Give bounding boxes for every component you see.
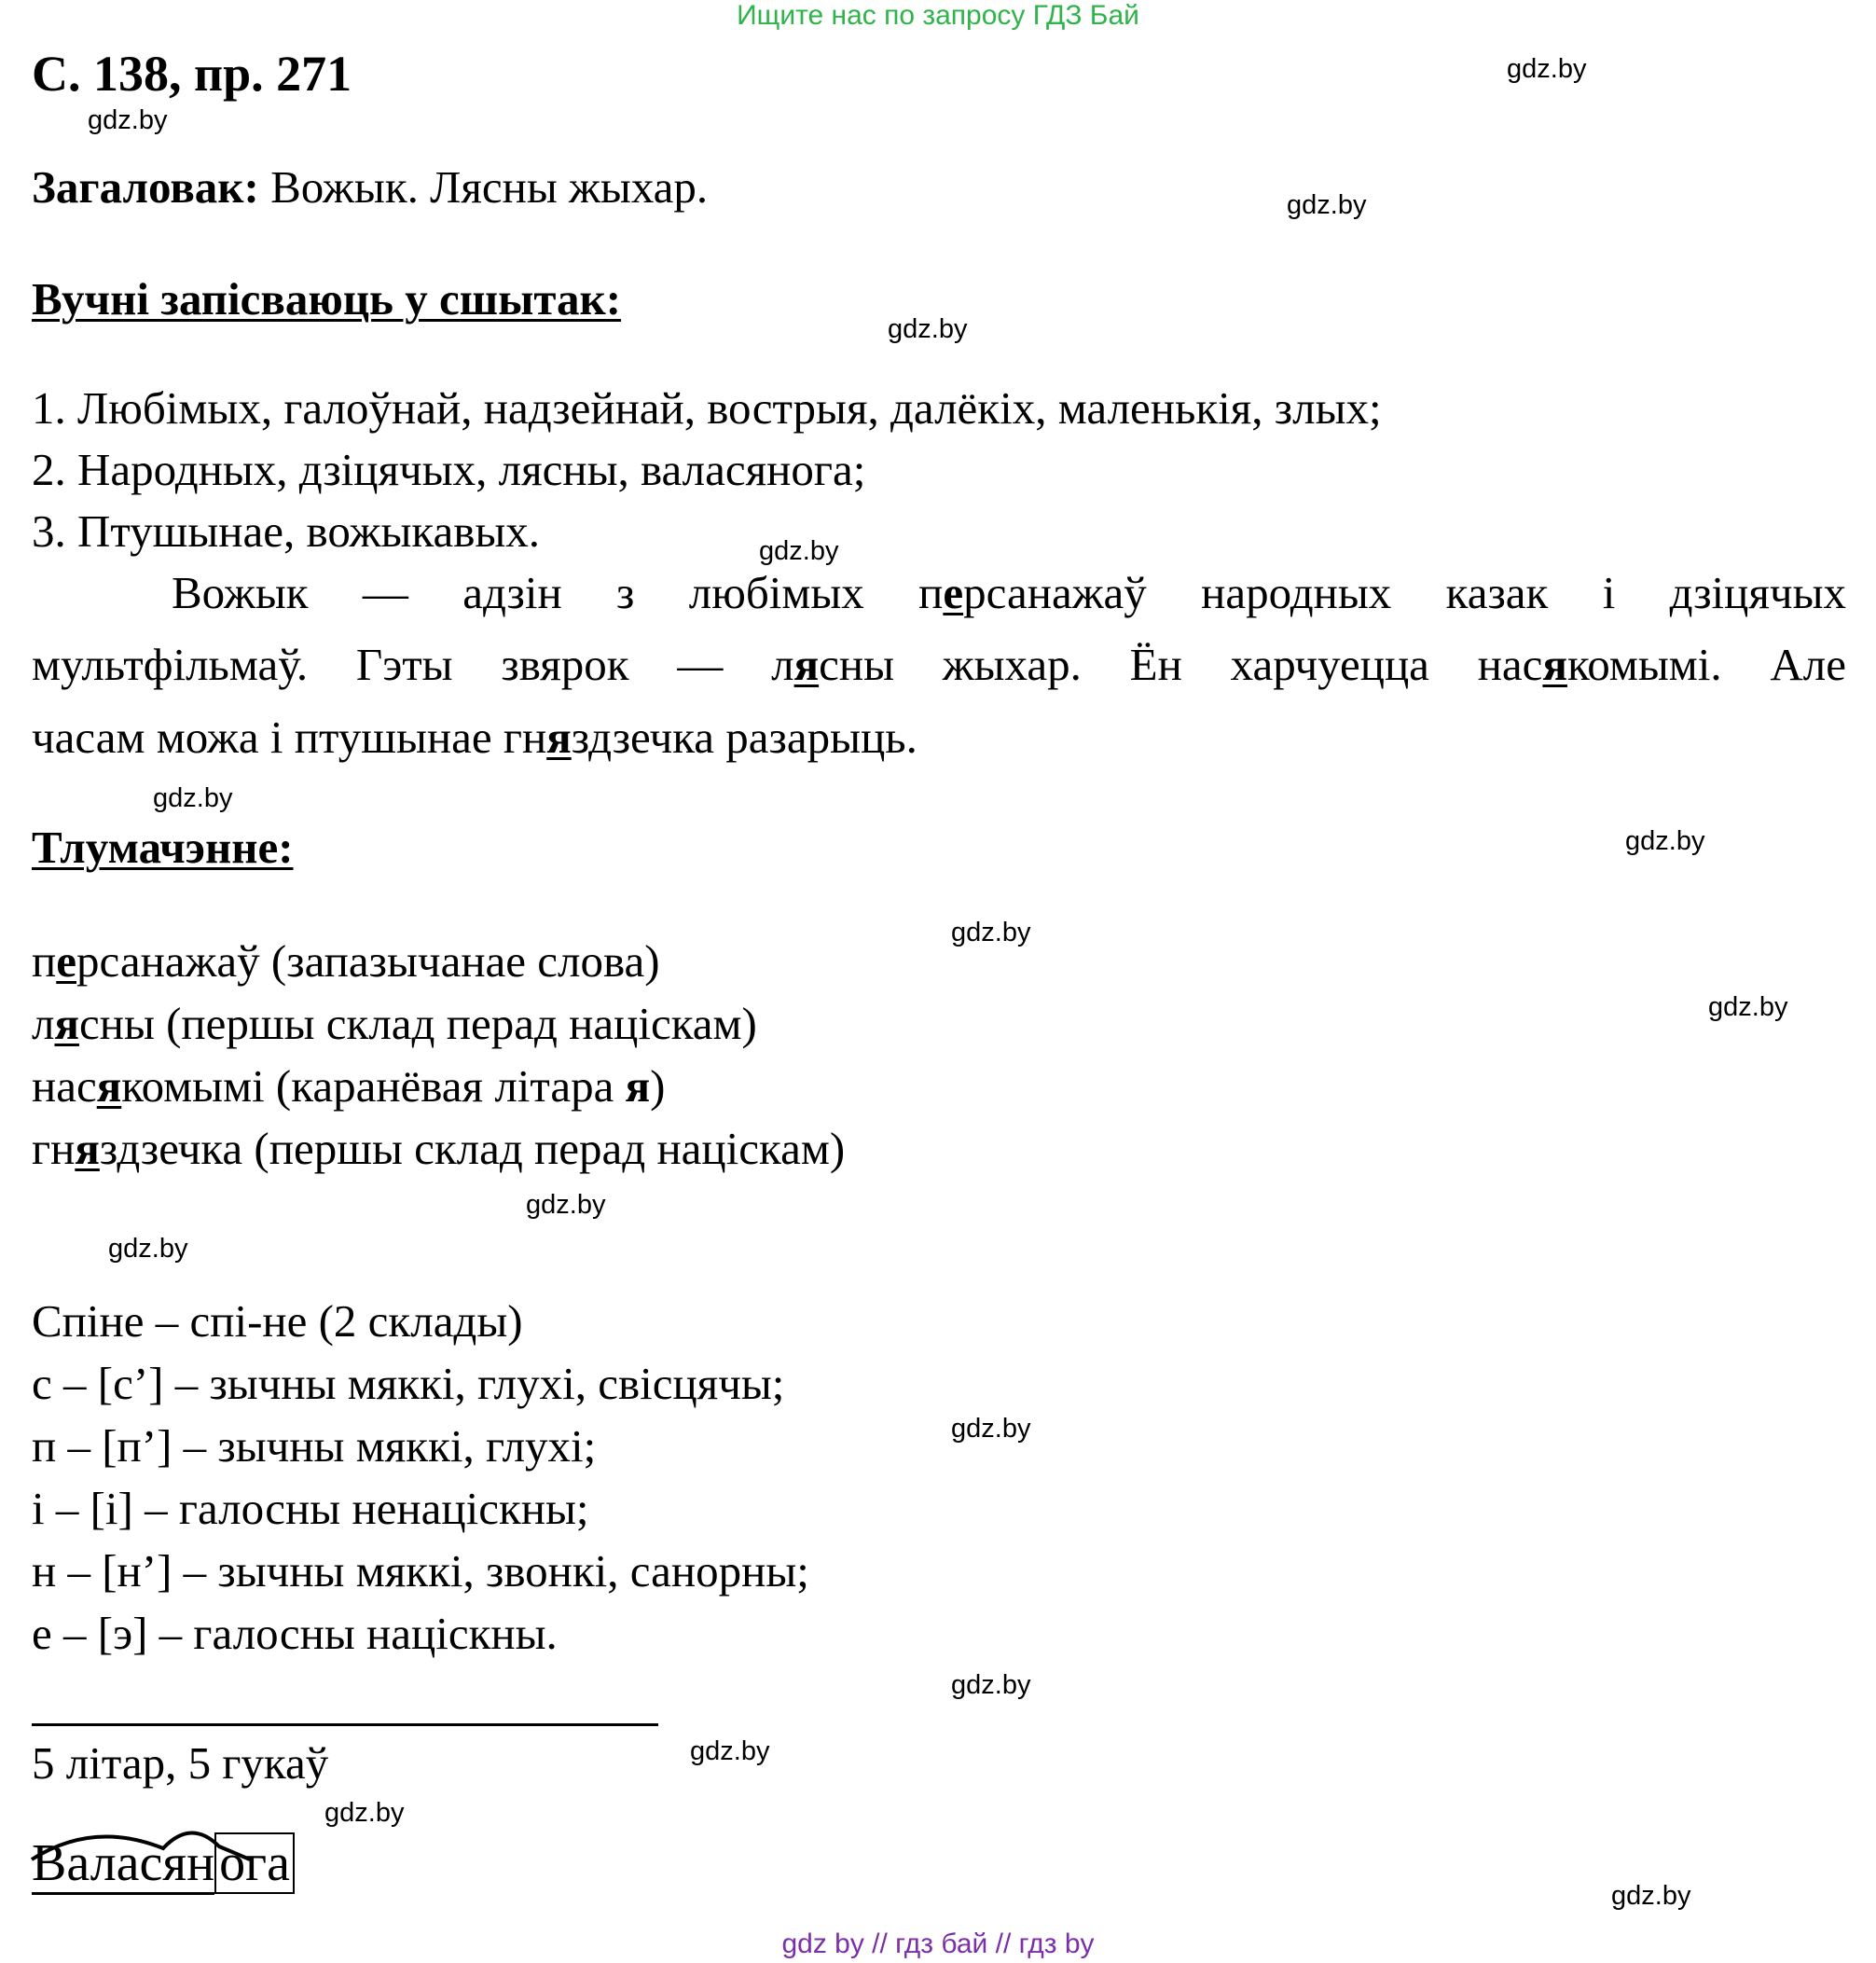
letters-sounds-summary: 5 літар, 5 гукаў	[32, 1737, 329, 1789]
title-label: Загаловак:	[32, 161, 259, 213]
explanation-item: лясны (першы склад перад націскам)	[32, 998, 757, 1049]
watermark: gdz.by	[759, 536, 839, 566]
phonetic-line: Спіне – спі-не (2 склады)	[32, 1295, 523, 1347]
word-ending: ога	[214, 1832, 295, 1894]
highlight-letter: я	[75, 1123, 100, 1174]
explanation-item: насякомымі (каранёвая літара я)	[32, 1060, 666, 1112]
title-line	[32, 160, 708, 214]
top-banner: Ищите нас по запросу ГДЗ Бай	[737, 0, 1139, 31]
list-item: 3. Птушынае, вожыкавых.	[32, 505, 541, 557]
explanation-item: гняздзечка (першы склад перад націскам)	[32, 1123, 846, 1174]
highlight-letter: я	[546, 712, 572, 763]
watermark: gdz.by	[88, 105, 168, 135]
watermark: gdz.by	[951, 1670, 1031, 1700]
phonetic-line: п – [п’] – зычны мяккі, глухі;	[32, 1420, 597, 1472]
highlight-letter: е	[56, 935, 76, 987]
highlight-letter: я	[96, 1060, 122, 1112]
notebook-heading: Вучні запісваюць у сшытак:	[32, 273, 622, 325]
watermark: gdz.by	[1507, 54, 1587, 84]
list-item: 2. Народных, дзіцячых, лясны, валасянога;	[32, 444, 866, 495]
explanation-item: персанажаў (запазычанае слова)	[32, 935, 660, 987]
watermark: gdz.by	[324, 1798, 405, 1828]
watermark: gdz.by	[1287, 190, 1367, 220]
highlight-letter: я	[793, 639, 820, 690]
bold-letter: я	[625, 1060, 651, 1112]
phonetic-line: н – [н’] – зычны мяккі, звонкі, санорны;	[32, 1545, 809, 1597]
paragraph-line-1: Вожык — адзін з любімых персанажаў народных казак і дзіцячых	[172, 567, 1846, 618]
word-stem: Валасян	[32, 1834, 214, 1895]
divider	[32, 1723, 658, 1726]
paragraph-line-3: часам можа і птушынае гняздзечка разарыць.	[32, 712, 917, 763]
highlight-letter: е	[943, 567, 964, 618]
list-item: 1. Любімых, галоўнай, надзейнай, вострыя, далёкіх, маленькія, злых;	[32, 382, 1382, 434]
watermark: gdz.by	[888, 314, 968, 344]
watermark: gdz.by	[1708, 992, 1788, 1022]
word-analysis	[32, 1833, 295, 1893]
watermark: gdz.by	[153, 783, 233, 813]
phonetic-line: с – [с’] – зычны мяккі, глухі, свісцячы;	[32, 1358, 785, 1409]
highlight-letter: я	[54, 998, 79, 1049]
highlight-letter: я	[1542, 639, 1567, 690]
explanation-heading: Тлумачэнне:	[32, 822, 294, 873]
watermark: gdz.by	[1611, 1881, 1691, 1911]
phonetic-line: е – [э] – галосны націскны.	[32, 1608, 558, 1659]
paragraph-line-2: мультфільмаў. Гэты звярок — лясны жыхар. Ён харчуецца насякомымі. Але	[32, 639, 1847, 690]
watermark: gdz.by	[108, 1234, 188, 1264]
footer-links: gdz by // гдз бай // гдз by	[781, 1928, 1095, 1959]
watermark: gdz.by	[951, 918, 1031, 947]
phonetic-line: і – [і] – галосны ненаціскны;	[32, 1483, 589, 1534]
watermark: gdz.by	[951, 1414, 1031, 1444]
watermark: gdz.by	[526, 1190, 606, 1220]
page-reference: С. 138, пр. 271	[32, 46, 352, 102]
watermark: gdz.by	[1625, 826, 1705, 856]
watermark: gdz.by	[690, 1736, 770, 1766]
title-text: Вожык. Лясны жыхар.	[270, 161, 709, 213]
